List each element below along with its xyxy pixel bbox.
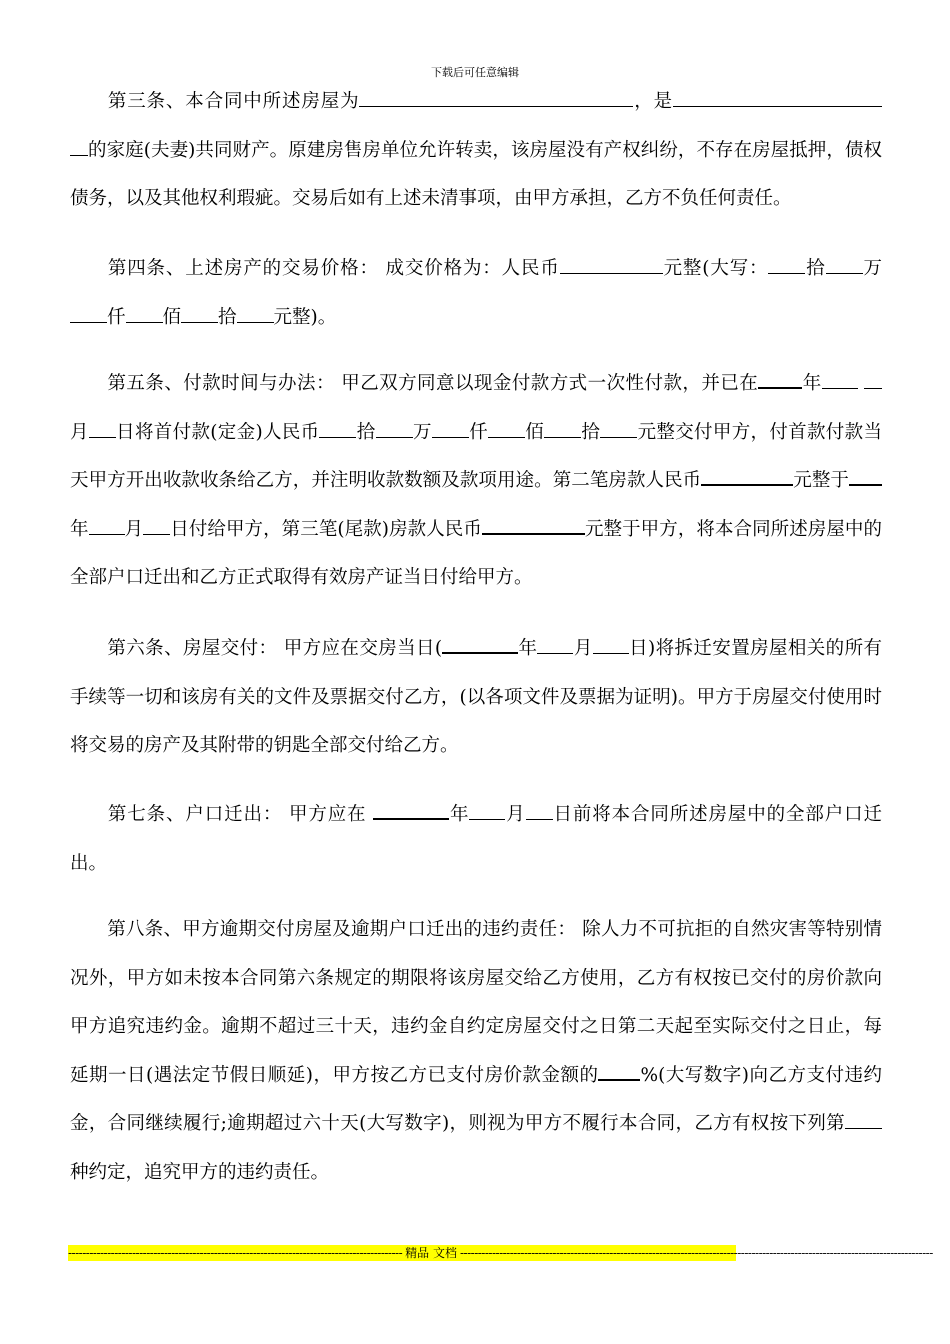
page-header: 下载后可任意编辑 bbox=[431, 66, 519, 79]
blank-field[interactable] bbox=[143, 514, 170, 534]
blank-field[interactable] bbox=[526, 800, 553, 820]
footer-dashes-right: ------------------------------------------------------------------------------------------------------------------------------------- bbox=[459, 1246, 933, 1260]
clause-8: 第八条、甲方逾期交付房屋及逾期户口迁出的违约责任： 除人力不可抗拒的自然灾害等特别情况外，甲方如未按本合同第六条规定的期限将该房屋交给乙方使用，乙方有权按已交付的房价款向甲方追究违约金。逾期不超过三十天，违约金自约定房屋交付之日第二天起至实际交付之日止，每延期一日(遇法定节假日顺延)，甲方按乙方已支付房价款金额的 %(大写数字)向乙方支付违约金，合同继续履行;逾期超过六十天(大写数字)，则视为甲方不履行本合同，乙方有权按下列第种约定，追究甲方的违约责任。 bbox=[70, 919, 883, 1183]
blank-field[interactable] bbox=[701, 465, 793, 486]
blank-field[interactable] bbox=[482, 513, 585, 534]
blank-field[interactable] bbox=[826, 254, 863, 274]
blank-field[interactable] bbox=[488, 417, 525, 437]
blank-field[interactable] bbox=[70, 135, 88, 155]
blank-field[interactable] bbox=[237, 302, 274, 322]
blank-field[interactable] bbox=[600, 417, 637, 437]
blank-field[interactable] bbox=[432, 417, 469, 437]
blank-field[interactable] bbox=[864, 369, 882, 389]
blank-field[interactable] bbox=[544, 417, 581, 437]
clause-7: 第七条、户口迁出： 甲方应在 年 月 日前将本合同所述房屋中的全部户口迁出。 bbox=[70, 791, 882, 888]
blank-field[interactable] bbox=[181, 302, 218, 322]
blank-field[interactable] bbox=[89, 417, 116, 437]
blank-field[interactable] bbox=[822, 369, 858, 389]
footer-dashes-left: ---------------------------------------------------------------------------------------------- bbox=[68, 1246, 403, 1260]
blank-field[interactable] bbox=[469, 800, 505, 820]
blank-field[interactable] bbox=[758, 368, 802, 389]
blank-field[interactable] bbox=[593, 634, 629, 654]
blank-field[interactable] bbox=[849, 465, 882, 486]
blank-field[interactable] bbox=[560, 254, 663, 274]
blank-field[interactable] bbox=[768, 254, 805, 274]
blank-field[interactable] bbox=[319, 417, 356, 437]
blank-field[interactable] bbox=[359, 87, 633, 107]
blank-field[interactable] bbox=[373, 799, 449, 820]
clause-6: 第六条、房屋交付： 甲方应在交房当日( 年 月 日)将拆迁安置房屋相关的所有手续等一切和该房有关的文件及票据交付乙方，(以各项文件及票据为证明)。甲方于房屋交付使用时将交易的房产及其附带的钥匙全部交付给乙方。 bbox=[70, 625, 882, 771]
blank-field[interactable] bbox=[126, 302, 163, 322]
footer-banner bbox=[68, 1245, 933, 1261]
clause-5: 第五条、付款时间与办法： 甲乙双方同意以现金付款方式一次性付款，并已在 年 月 日将首付款(定金)人民币 拾 万 仟 佰 拾 元整交付甲方，付首款付款当天甲方开出收款收条给乙方，并注明收款数额及款项用途。第二笔房款人民币 元整于年 月 日付给甲方，第三笔(尾款)房款人民币 元整于甲方，将本合同所述房屋中的全部户口迁出和乙方正式取得有效房产证当日付给甲方。 bbox=[70, 360, 882, 603]
blank-field[interactable] bbox=[845, 1109, 882, 1129]
clause-4: 第四条、上述房产的交易价格： 成交价格为：人民币 元整(大写： 拾 万 仟 佰 拾 元整)。 bbox=[70, 245, 882, 342]
blank-field[interactable] bbox=[442, 633, 518, 654]
blank-field[interactable] bbox=[376, 417, 413, 437]
blank-field[interactable] bbox=[537, 634, 573, 654]
blank-field[interactable] bbox=[89, 514, 125, 534]
blank-field[interactable] bbox=[673, 87, 882, 107]
blank-field[interactable] bbox=[70, 302, 107, 322]
footer-label: 精品 文档 bbox=[405, 1246, 457, 1260]
clause-3: 第三条、本合同中所述房屋为 ，是的家庭(夫妻)共同财产。原建房售房单位允许转卖，该房屋没有产权纠纷，不存在房屋抵押，债权债务，以及其他权利瑕疵。交易后如有上述未清事项，由甲方承担，乙方不负任何责任。 bbox=[70, 78, 882, 224]
blank-field[interactable] bbox=[598, 1059, 640, 1080]
